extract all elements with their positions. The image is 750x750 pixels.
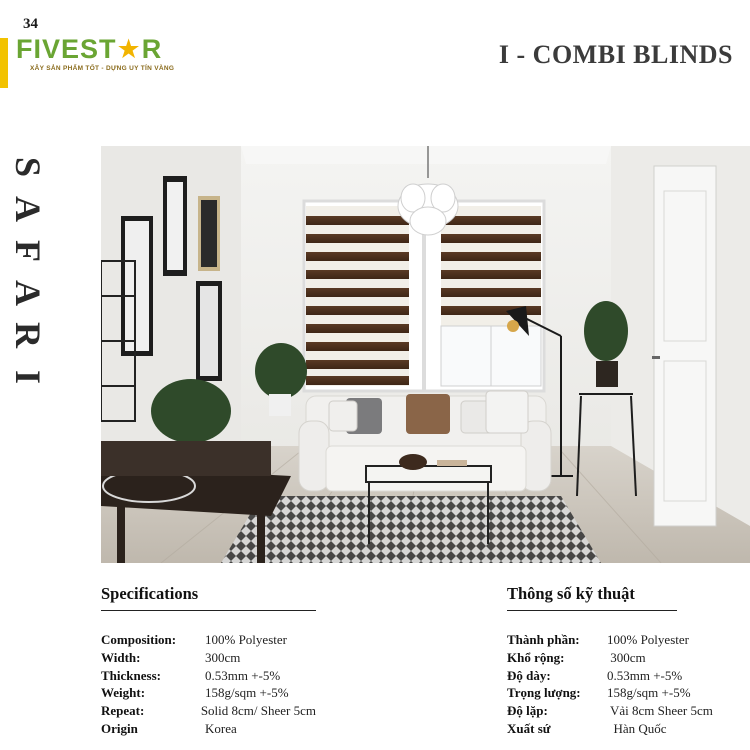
product-name-letter: I bbox=[7, 369, 48, 385]
page-number: 34 bbox=[23, 16, 38, 32]
spec-row: Thickness: 0.53mm +-5% bbox=[101, 667, 281, 683]
product-name-vertical bbox=[8, 150, 48, 394]
brand-tagline: XÂY SẢN PHẨM TỐT - DỰNG UY TÍN VÀNG bbox=[30, 65, 175, 72]
star-icon: ★ bbox=[116, 34, 142, 64]
specifications-heading-vi: Thông số kỹ thuật bbox=[507, 584, 677, 611]
spec-table bbox=[101, 631, 316, 738]
spec-row: Weight: 158g/sqm +-5% bbox=[101, 685, 289, 701]
spec-row: Độ dày: 0.53mm +-5% bbox=[507, 667, 683, 683]
spec-row: Width: 300cm bbox=[101, 649, 241, 665]
product-name-letter: F bbox=[8, 240, 48, 262]
product-name-letter: A bbox=[8, 280, 48, 306]
page-title: I - COMBI BLINDS bbox=[498, 40, 733, 69]
spec-row: Khổ rộng: 300cm bbox=[507, 649, 646, 665]
specifications-heading: Specifications bbox=[101, 584, 316, 611]
product-name-letter: S bbox=[8, 156, 48, 178]
spec-row: Độ lặp: Vải 8cm Sheer 5cm bbox=[507, 703, 713, 719]
spec-row: Trọng lượng: 158g/sqm +-5% bbox=[507, 685, 691, 701]
spec-row: Origin Korea bbox=[101, 720, 237, 736]
spec-row: Repeat: Solid 8cm/ Sheer 5cm bbox=[101, 703, 316, 719]
blind-left bbox=[306, 206, 409, 386]
product-name-letter: A bbox=[8, 196, 48, 222]
spec-row: Thành phần: 100% Polyester bbox=[507, 632, 689, 647]
brand-logo bbox=[16, 34, 191, 78]
room-photo bbox=[101, 146, 750, 563]
spec-row: Composition: 100% Polyester bbox=[101, 632, 287, 647]
brand-wordmark: FIVEST★R bbox=[16, 34, 163, 64]
spec-table-vi bbox=[507, 631, 750, 738]
product-name-letter: R bbox=[8, 322, 48, 348]
spec-row: Xuất sứ Hàn Quốc bbox=[507, 720, 667, 736]
specifications-en bbox=[101, 584, 316, 738]
specifications-vi bbox=[507, 584, 750, 738]
logo-accent-bar bbox=[0, 38, 8, 88]
